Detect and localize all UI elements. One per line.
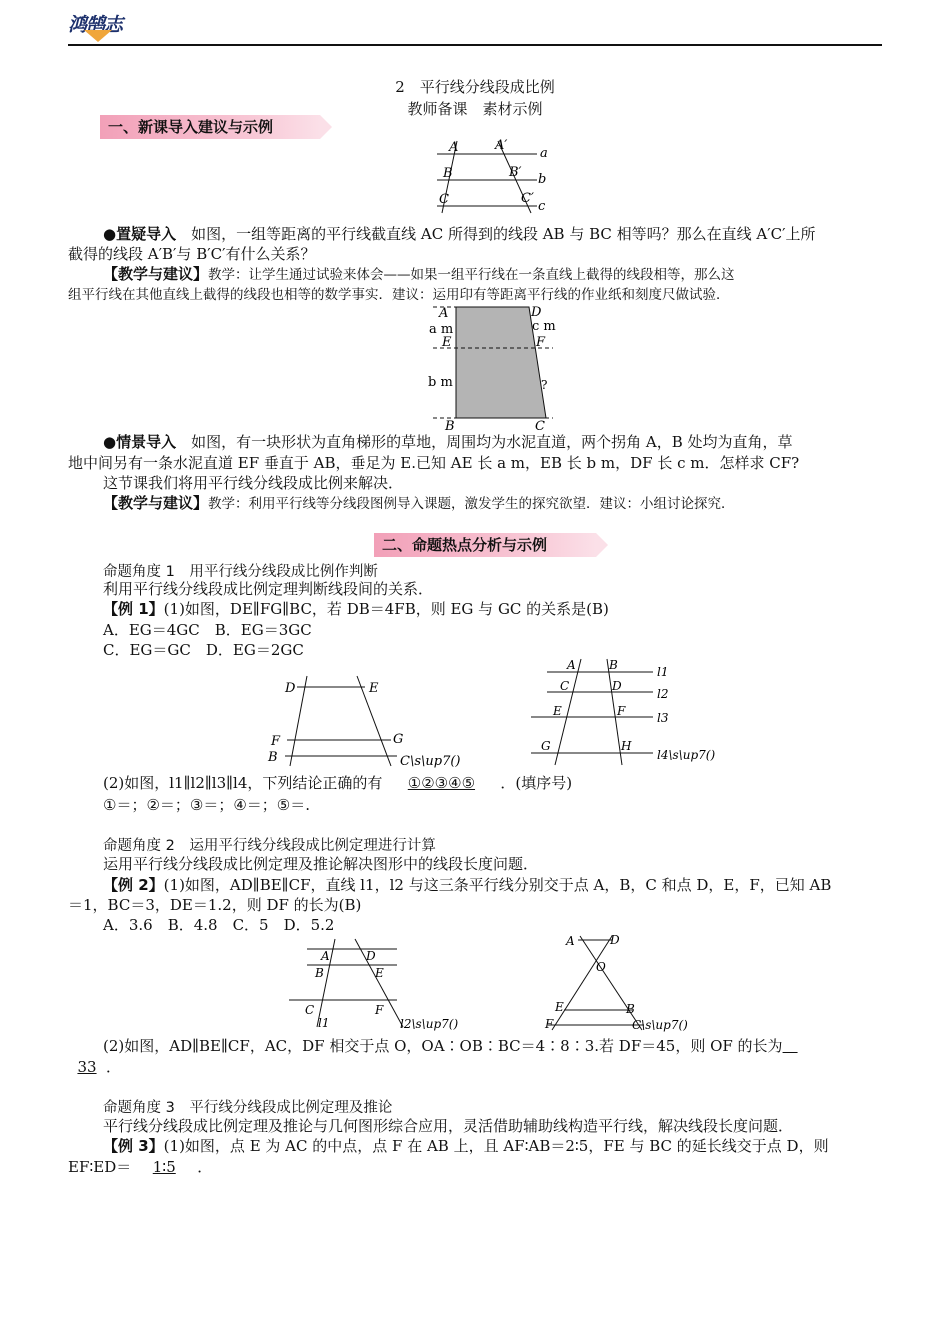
fig3-label: D (285, 681, 296, 696)
fig3-label: E (369, 681, 379, 696)
figure-ex2-left (285, 935, 475, 1035)
fig1-label: C′ (521, 191, 534, 206)
intro1-text: 如图，一组等距离的平行线截直线 AC 所得到的线段 AB 与 BC 相等吗？那么在直线 A′C′上所 (176, 225, 816, 243)
example2-part2-answer-line (68, 1057, 882, 1077)
fig4-label: l1 (657, 665, 669, 679)
example1-part2 (103, 773, 881, 793)
intro1-line1 (103, 224, 881, 244)
fig6-label: F (545, 1017, 554, 1031)
intro1-lead: ●置疑导入 (103, 225, 177, 243)
example-text: (1)如图，点 E 为 AC 的中点，点 F 在 AB 上，且 AF∶AB＝2∶5，FE 与 BC 的延长线交于点 D，则 (163, 1137, 829, 1155)
example-lead: 【例 2】 (103, 876, 164, 894)
figure-trapezoid (425, 300, 565, 432)
example-text: (1)如图，DE∥FG∥BC，若 DB＝4FB，则 EG 与 GC 的关系是(B) (163, 600, 609, 618)
fig2-label: B (445, 419, 455, 432)
fig2-label: ? (541, 378, 548, 392)
fig4-label: E (553, 704, 562, 718)
example-text: (1)如图，AD∥BE∥CF，直线 l1，l2 与这三条平行线分别交于点 A，B，C 和点 D，E，F，已知 AB (163, 876, 832, 894)
fig1-label: A (449, 140, 459, 155)
fig4-label: l4\s\up7() (657, 748, 716, 762)
fig6-label: O (596, 960, 606, 974)
intro2-advice (103, 493, 881, 514)
example2-question (103, 875, 881, 895)
fig6-label: B (626, 1002, 635, 1016)
q2-answer: ①②③④⑤ (407, 774, 476, 792)
fig2-label: D (531, 305, 542, 320)
fig3-label: F (271, 734, 281, 749)
section2-banner: 二、命题热点分析与示例 (374, 533, 596, 557)
example-lead: 【例 1】 (103, 600, 164, 618)
angle2-desc: 运用平行线分线段成比例定理及推论解决图形中的线段长度问题． (103, 855, 539, 873)
intro2-lead: ●情景导入 (103, 433, 177, 451)
fig2-label: c m (532, 319, 556, 334)
intro2-line2: 地中间另有一条水泥直道 EF 垂直于 AB，垂足为 E.已知 AE 长 a m，EB 长 b m，DF 长 c m．怎样求 CF? (68, 454, 800, 472)
header-rule (68, 44, 882, 46)
fig6-label: A (566, 934, 575, 948)
q2-text: (2)如图，l1∥l2∥l3∥l4，下列结论正确的有 (103, 774, 383, 792)
logo-text: 鸿鹄志 (68, 14, 123, 36)
example-lead: 【例 3】 (103, 1137, 164, 1155)
fig5-label: l2\s\up7() (400, 1017, 459, 1031)
fig5-label: B (315, 966, 324, 980)
figure-ex1-right (525, 655, 745, 775)
q-text: EF∶ED＝ (68, 1158, 132, 1176)
q-answer: 1∶5 (152, 1158, 176, 1176)
fig5-label: A (321, 949, 330, 963)
figure-parallel-lines-1 (425, 135, 555, 215)
fig3-label: C\s\up7() (400, 754, 461, 769)
fig2-label: b m (428, 375, 453, 390)
example3-question (103, 1136, 881, 1156)
fig6-label: D (610, 933, 620, 947)
q-suffix: ． (197, 1158, 213, 1176)
logo-chevron-icon (84, 30, 112, 42)
advice-lead: 【教学与建议】 (103, 494, 209, 512)
section1-banner: 一、新课导入建议与示例 (100, 115, 320, 139)
q2-suffix: ．(填序号) (500, 774, 573, 792)
example1-part2-items: ①＝；②＝；③＝；④＝；⑤＝. (103, 796, 311, 814)
example2-options: A．3.6 B．4.8 C．5 D．5.2 (103, 916, 335, 934)
intro2-line1 (103, 432, 881, 452)
fig3-label: B (268, 750, 278, 765)
fig1-label: A′ (495, 138, 508, 153)
fig1-label: C (439, 192, 449, 207)
fig6-label: E (555, 1000, 564, 1014)
q2-answer: 33 (77, 1058, 97, 1076)
fig4-label: G (541, 739, 551, 753)
logo (68, 10, 148, 44)
fig1-label: B′ (509, 165, 522, 180)
lesson-subtitle: 教师备课 素材示例 (407, 100, 543, 118)
fig4-label: A (567, 658, 576, 672)
fig2-label: A (439, 306, 449, 321)
intro2-text: 如图，有一块形状为直角梯形的草地，周围均为水泥直道，两个拐角 A，B 处均为直角，草 (176, 433, 793, 451)
fig2-label: F (536, 335, 546, 350)
intro2-line3: 这节课我们将用平行线分线段成比例来解决． (103, 474, 404, 492)
angle1-desc: 利用平行线分线段成比例定理判断线段间的关系． (103, 580, 434, 598)
angle2-heading: 命题角度 2 运用平行线分线段成比例定理进行计算 (103, 838, 436, 854)
fig1-label: c (538, 199, 546, 214)
advice-text: 教学：利用平行线等分线段图例导入课题，激发学生的探究欲望．建议：小组讨论探究． (208, 496, 735, 512)
example1-options-row1: A．EG＝4GC B．EG＝3GC (103, 621, 312, 639)
fig4-label: F (617, 704, 626, 718)
fig4-label: B (609, 658, 618, 672)
fig1-label: b (538, 172, 547, 187)
example1-question (103, 599, 881, 619)
q2-suffix: ． (106, 1058, 122, 1076)
figure-ex1-left (265, 670, 465, 770)
figure-ex2-right (540, 930, 730, 1035)
fig2-label: C (535, 419, 545, 432)
intro1-advice-line1 (103, 264, 881, 285)
fig4-label: l2 (657, 687, 669, 701)
example3-question-cont (68, 1157, 882, 1177)
fig5-label: E (375, 966, 384, 980)
fig4-label: l3 (657, 711, 669, 725)
fig4-label: C (560, 679, 570, 693)
fig4-label: D (612, 679, 622, 693)
fig5-label: l1 (318, 1016, 330, 1030)
angle1-heading: 命题角度 1 用平行线分线段成比例作判断 (103, 564, 378, 580)
angle3-heading: 命题角度 3 平行线分线段成比例定理及推论 (103, 1100, 393, 1116)
fig1-label: B (443, 166, 453, 181)
fig4-label: H (621, 739, 632, 753)
q2-text: (2)如图，AD∥BE∥CF，AC，DF 相交于点 O，OA∶OB∶BC＝4∶8∶3.若 DF＝45，则 OF 的长为 (103, 1037, 783, 1055)
intro1-line2: 截得的线段 A′B′与 B′C′有什么关系？ (68, 245, 316, 263)
fig3-label: G (393, 732, 404, 747)
advice-text: 教学：让学生通过试验来体会——如果一组平行线在一条直线上截得的线段相等，那么这 (208, 267, 735, 283)
fig2-label: a m (429, 322, 454, 337)
angle3-desc: 平行线分线段成比例定理及推论与几何图形综合应用，灵活借助辅助线构造平行线，解决线段长度问题． (103, 1117, 794, 1135)
fig6-label: C\s\up7() (632, 1018, 688, 1032)
fig5-label: D (366, 949, 376, 963)
advice-lead: 【教学与建议】 (103, 265, 209, 283)
intro1-advice-line2: 组平行线在其他直线上截得的线段也相等的数学事实．建议：运用印有等距离平行线的作业纸和刻度尺做试验． (68, 287, 730, 303)
example2-part2 (103, 1036, 881, 1056)
fig2-label: E (442, 335, 452, 350)
lesson-title: 2 平行线分线段成比例 (395, 78, 555, 96)
example2-question-cont: ＝1，BC＝3，DE＝1.2，则 DF 的长为(B) (68, 896, 362, 914)
example1-options-row2: C．EG＝GC D．EG＝2GC (103, 641, 304, 659)
fig5-label: F (375, 1003, 384, 1017)
fig5-label: C (305, 1003, 315, 1017)
fig1-label: a (540, 146, 548, 161)
